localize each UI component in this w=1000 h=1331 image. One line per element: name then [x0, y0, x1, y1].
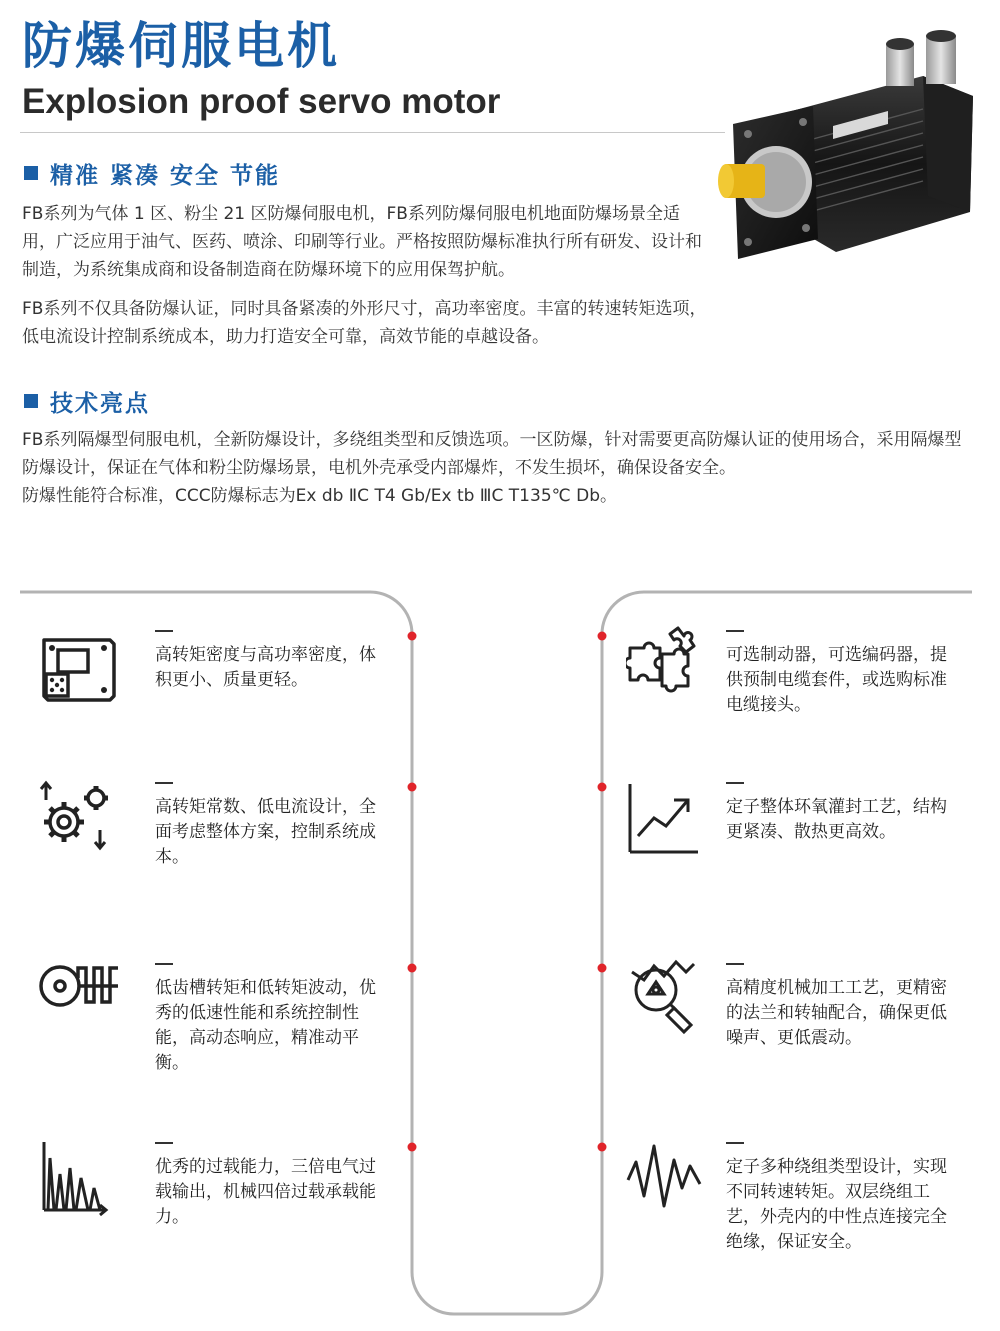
timeline-dot	[598, 632, 607, 641]
feature-right-3-text: 高精度机械加工工艺，更精密的法兰和转轴配合，确保更低噪声、更低震动。	[726, 978, 947, 1048]
intro-paragraph-2: FB系列不仅具备防爆认证，同时具备紧凑的外形尺寸，高功率密度。丰富的转速转矩选项，低电流设计控制系统成本，助力打造安全可靠，高效节能的卓越设备。	[22, 299, 707, 347]
feature-dash	[726, 630, 744, 632]
feature-dash	[155, 963, 173, 965]
feature-left-3-text: 低齿槽转矩和低转矩波动，优秀的低速性能和系统控制性能，高动态响应，精准动平衡。	[155, 978, 376, 1073]
section-heading-text: 技术亮点	[50, 390, 150, 417]
highlights-paragraph-1: FB系列隔爆型伺服电机，全新防爆设计，多绕组类型和反馈选项。一区防爆，针对需要更高防爆认证的使用场合，采用隔爆型防爆设计，保证在气体和粉尘防爆场景，电机外壳承受内部爆炸，不发生损坏，确保设备安全。	[22, 430, 962, 478]
feature-right-4-text: 定子多种绕组类型设计，实现不同转速转矩。双层绕组工艺，外壳内的中性点连接完全绝缘，保证安全。	[726, 1157, 947, 1252]
timeline-dot	[598, 1143, 607, 1152]
feature-dash	[726, 782, 744, 784]
gears-arrows-icon	[36, 778, 116, 858]
feature-dash	[726, 1142, 744, 1144]
timeline-dot	[408, 783, 417, 792]
highlights-paragraph-2: 防爆性能符合标准，CCC防爆标志为Ex db ⅡC T4 Gb/Ex tb ⅢC T135℃ Db。	[22, 486, 618, 506]
circuit-board-icon	[38, 628, 118, 708]
feature-dash	[155, 782, 173, 784]
waveform-icon	[626, 1140, 706, 1220]
cogging-wave-icon	[38, 958, 118, 1038]
puzzle-pieces-icon	[626, 624, 706, 704]
intro-paragraph-1: FB系列为气体 1 区、粉尘 21 区防爆伺服电机，FB系列防爆伺服电机地面防爆场景全适用，广泛应用于油气、医药、喷涂、印刷等行业。严格按照防爆标准执行所有研发、设计和制造，为系统集成商和设备制造商在防爆环境下的应用保驾护航。	[22, 204, 702, 280]
timeline-dot	[598, 783, 607, 792]
rising-line-chart-icon	[626, 780, 706, 860]
feature-left-1-text: 高转矩密度与高功率密度，体积更小、质量更轻。	[155, 645, 376, 690]
feature-right-1-text: 可选制动器，可选编码器，提供预制电缆套件，或选购标准电缆接头。	[726, 645, 947, 715]
timeline-dot	[408, 632, 417, 641]
feature-dash	[155, 630, 173, 632]
feature-left-2-text: 高转矩常数、低电流设计，全面考虑整体方案，控制系统成本。	[155, 797, 376, 867]
feature-left-4-text: 优秀的过载能力，三倍电气过载输出，机械四倍过载承载能力。	[155, 1157, 376, 1227]
timeline-dot	[408, 1143, 417, 1152]
feature-dash	[726, 963, 744, 965]
page-subtitle: Explosion proof servo motor	[22, 82, 501, 121]
overload-chart-icon	[36, 1138, 116, 1218]
feature-right-2-text: 定子整体环氧灌封工艺，结构更紧凑、散热更高效。	[726, 797, 947, 842]
section-heading-text: 精准 紧凑 安全 节能	[50, 162, 281, 189]
feature-dash	[155, 1142, 173, 1144]
page-title: 防爆伺服电机	[22, 17, 340, 75]
magnifier-analysis-icon	[626, 958, 706, 1038]
timeline-dot	[408, 964, 417, 973]
timeline-dot	[598, 964, 607, 973]
